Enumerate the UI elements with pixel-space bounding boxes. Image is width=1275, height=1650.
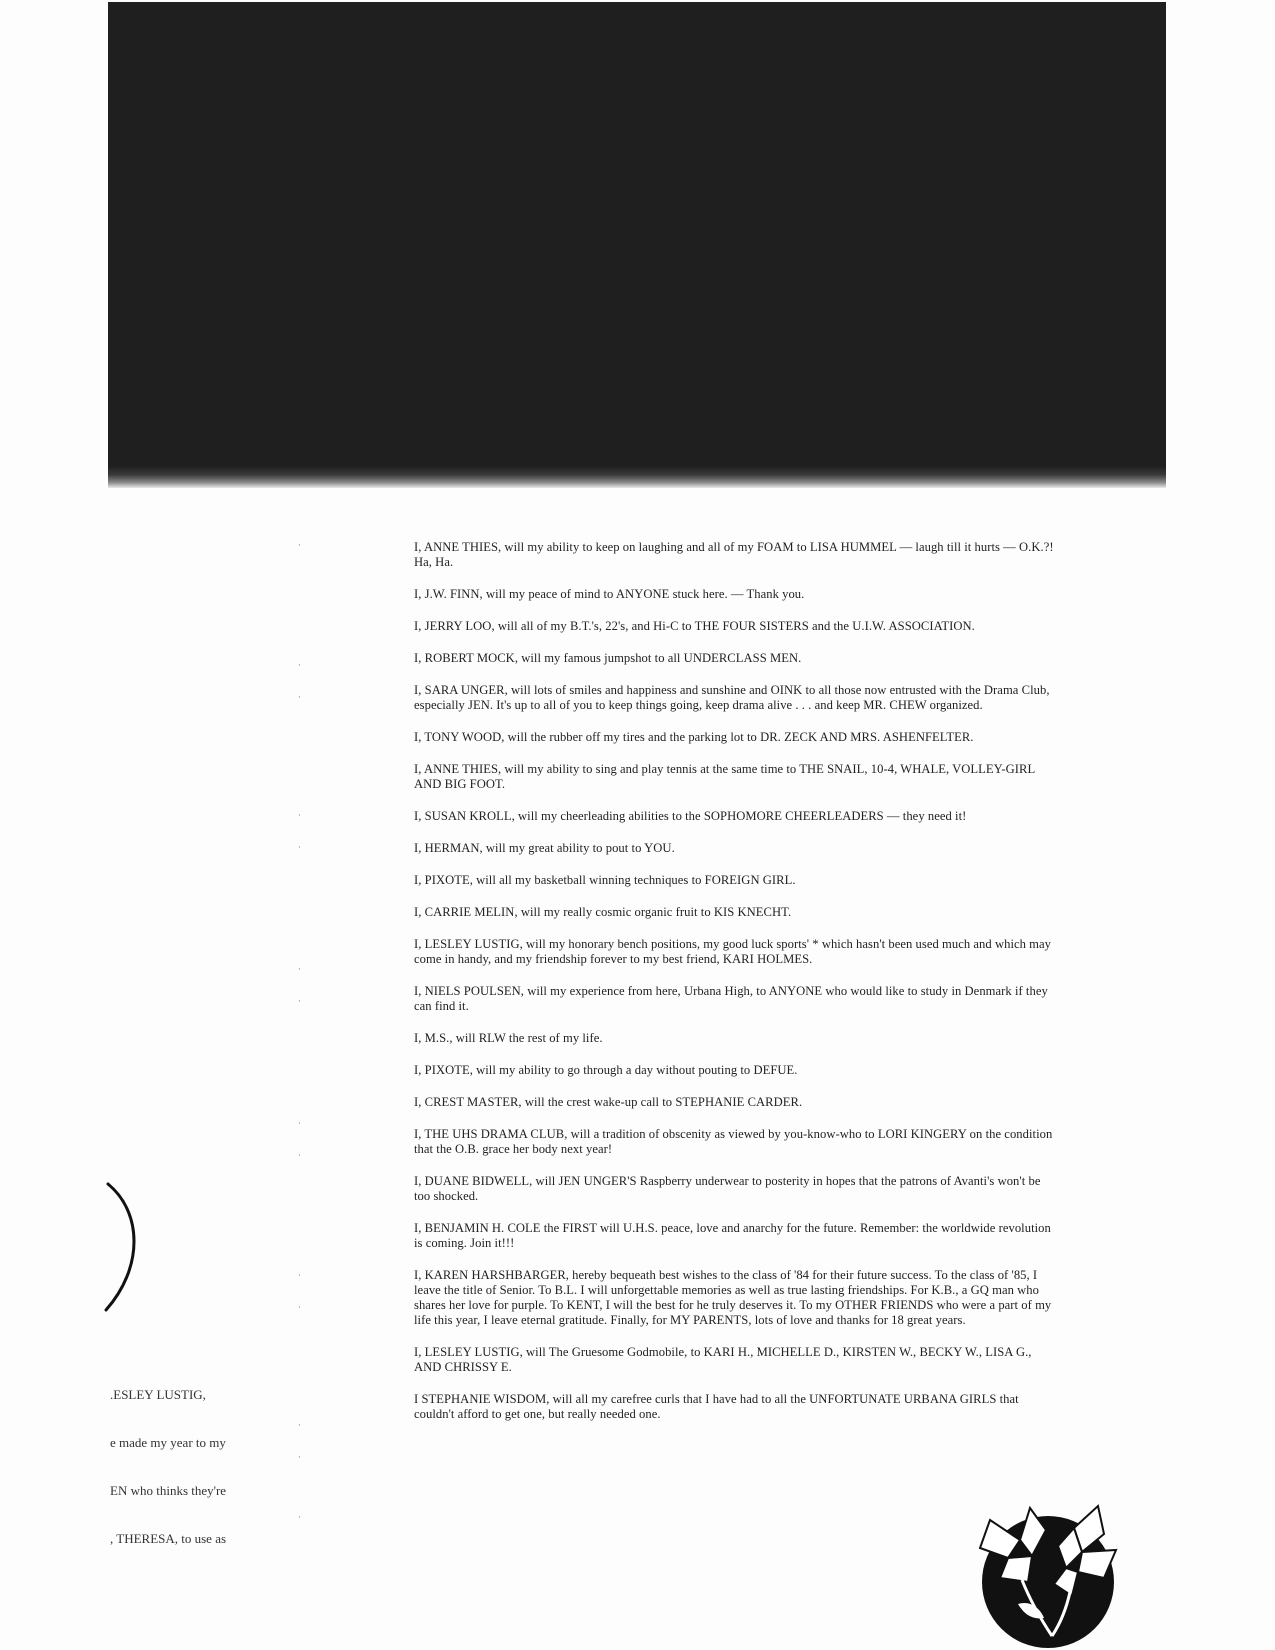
will-entry: I, LESLEY LUSTIG, will The Gruesome Godmobile, to KARI H., MICHELLE D., KIRSTEN W., BECKY W., LISA G., AND CHRISSY E. <box>414 1345 1032 1374</box>
lily-flower-circle-icon <box>970 1500 1120 1650</box>
will-entry: I, BENJAMIN H. COLE the FIRST will U.H.S. peace, love and anarchy for the future. Remember: the worldwide revolution is coming. Join it!!! <box>414 1221 1051 1250</box>
photo-bottom-edge <box>108 466 1166 488</box>
will-entry: I, M.S., will RLW the rest of my life. <box>414 1031 603 1045</box>
will-entry: I, TONY WOOD, will the rubber off my tires and the parking lot to DR. ZECK AND MRS. ASHENFELTER. <box>414 730 974 744</box>
dark-photo-block <box>108 2 1166 488</box>
will-entry: I, LESLEY LUSTIG, will my honorary bench positions, my good luck sports' * which hasn't been used much and which may come in handy, and my friendship forever to my best friend, KARI HOLMES. <box>414 937 1052 966</box>
will-entry: I, HERMAN, will my great ability to pout to YOU. <box>414 841 675 855</box>
will-entry: I, J.W. FINN, will my peace of mind to ANYONE stuck here. — Thank you. <box>414 587 805 601</box>
will-entry: I, SUSAN KROLL, will my cheerleading abilities to the SOPHOMORE CHEERLEADERS — they need it! <box>414 809 967 823</box>
senior-wills-column <box>414 540 1054 1439</box>
will-entry: I STEPHANIE WISDOM, will all my carefree curls that I have had to all the UNFORTUNATE URBANA GIRLS that couldn't afford to get one, but really needed one. <box>414 1392 1019 1421</box>
will-entry: I, THE UHS DRAMA CLUB, will a tradition of obscenity as viewed by you-know-who to LORI KINGERY on the condition that the O.B. grace her body next year! <box>414 1127 1053 1156</box>
cut-off-left-text: .ESLEY LUSTIG, <box>110 1387 206 1402</box>
cut-off-left-text: , THERESA, to use as <box>110 1531 227 1546</box>
will-entry: I, PIXOTE, will all my basketball winning techniques to FOREIGN GIRL. <box>414 873 796 887</box>
cut-off-left-text: EN who thinks they're <box>110 1483 227 1498</box>
will-entry: I, ROBERT MOCK, will my famous jumpshot to all UNDERCLASS MEN. <box>414 651 802 665</box>
will-entry: I, CARRIE MELIN, will my really cosmic organic fruit to KIS KNECHT. <box>414 905 792 919</box>
will-entry: I, CREST MASTER, will the crest wake-up call to STEPHANIE CARDER. <box>414 1095 803 1109</box>
will-entry: I, KAREN HARSHBARGER, hereby bequeath best wishes to the class of '84 for their future success. To the class of '85, I leave the title of Senior. To B.L. I will unforgettable memories as well as true lasting friendships. For K.B., a GQ man who shares her love for purple. To KENT, I will the best for he truly deserves it. To my OTHER FRIENDS who were a part of my life this year, I leave eternal gratitude. Finally, for MY PARENTS, lots of love and thanks for 18 great years. <box>414 1268 1052 1327</box>
will-entry: I, ANNE THIES, will my ability to sing and play tennis at the same time to THE SNAIL, 10-4, WHALE, VOLLEY-GIRL AND BIG FOOT. <box>414 762 1035 791</box>
will-entry: I, DUANE BIDWELL, will JEN UNGER'S Raspberry underwear to posterity in hopes that the patrons of Avanti's won't be too shocked. <box>414 1174 1041 1203</box>
will-entry: I, SARA UNGER, will lots of smiles and happiness and sunshine and OINK to all those now entrusted with the Drama Club, especially JEN. It's up to all of you to keep things going, keep drama alive . . . and keep MR. CHEW organized. <box>414 683 1050 712</box>
right-parenthesis-mark <box>104 1182 144 1312</box>
will-entry: I, PIXOTE, will my ability to go through a day without pouting to DEFUE. <box>414 1063 798 1077</box>
will-entry: I, JERRY LOO, will all of my B.T.'s, 22's, and Hi-C to THE FOUR SISTERS and the U.I.W. ASSOCIATION. <box>414 619 975 633</box>
will-entry: I, NIELS POULSEN, will my experience from here, Urbana High, to ANYONE who would like to study in Denmark if they can find it. <box>414 984 1048 1013</box>
cut-off-left-text: e made my year to my <box>110 1435 226 1450</box>
will-entry: I, ANNE THIES, will my ability to keep on laughing and all of my FOAM to LISA HUMMEL — laugh till it hurts — O.K.?! Ha, Ha. <box>414 540 1054 569</box>
